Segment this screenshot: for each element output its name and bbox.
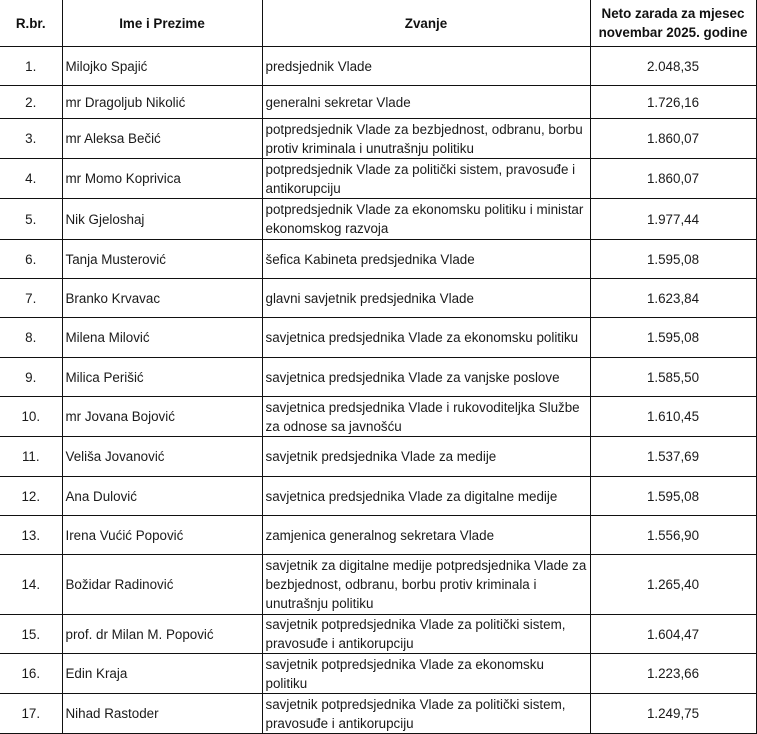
cell-neto: 1.585,50: [590, 358, 756, 397]
cell-zvanje: predsjednik Vlade: [262, 47, 590, 86]
table-row: [0, 159, 756, 199]
cell-name: mr Momo Koprivica: [62, 159, 262, 199]
cell-name: Božidar Radinović: [62, 555, 262, 615]
cell-zvanje: savjetnik potpredsjednika Vlade za ekonomsku politiku: [262, 654, 590, 694]
cell-rbr: 13.: [0, 516, 62, 555]
cell-zvanje: savjetnica predsjednika Vlade i rukovoditeljka Službe za odnose sa javnošću: [262, 397, 590, 437]
table-row: [0, 279, 756, 318]
cell-neto: 1.556,90: [590, 516, 756, 555]
table-row: [0, 615, 756, 654]
cell-rbr: 2.: [0, 86, 62, 119]
cell-rbr: 11.: [0, 437, 62, 477]
table-row: [0, 240, 756, 279]
table-row: [0, 516, 756, 555]
cell-neto: 1.604,47: [590, 615, 756, 654]
cell-zvanje: savjetnica predsjednika Vlade za digitalne medije: [262, 477, 590, 516]
cell-zvanje: savjetnik potpredsjednika Vlade za politički sistem, pravosuđe i antikorupciju: [262, 615, 590, 654]
cell-name: mr Jovana Bojović: [62, 397, 262, 437]
cell-rbr: 15.: [0, 615, 62, 654]
cell-name: Ana Dulović: [62, 477, 262, 516]
cell-name: Nik Gjeloshaj: [62, 199, 262, 240]
cell-name: Irena Vućić Popović: [62, 516, 262, 555]
cell-neto: 1.223,66: [590, 654, 756, 694]
cell-name: Edin Kraja: [62, 654, 262, 694]
cell-zvanje: generalni sekretar Vlade: [262, 86, 590, 119]
cell-neto: 1.977,44: [590, 199, 756, 240]
table-row: [0, 86, 756, 119]
cell-rbr: 17.: [0, 694, 62, 734]
cell-rbr: 8.: [0, 318, 62, 358]
table-row: [0, 397, 756, 437]
cell-name: prof. dr Milan M. Popović: [62, 615, 262, 654]
cell-rbr: 4.: [0, 159, 62, 199]
cell-name: Nihad Rastoder: [62, 694, 262, 734]
cell-rbr: 6.: [0, 240, 62, 279]
cell-zvanje: savjetnica predsjednika Vlade za ekonomsku politiku: [262, 318, 590, 358]
cell-zvanje: savjetnik za digitalne medije potpredsjednika Vlade za bezbjednost, odbranu, borbu protiv kriminala i unutrašnju politiku: [262, 555, 590, 615]
table-row: [0, 199, 756, 240]
header-neto-line1: Neto zarada za mjesec: [601, 6, 745, 21]
cell-neto: 1.595,08: [590, 240, 756, 279]
cell-neto: 1.860,07: [590, 119, 756, 159]
cell-neto: 2.048,35: [590, 47, 756, 86]
table-row: [0, 437, 756, 477]
cell-zvanje: potpredsjednik Vlade za ekonomsku politiku i ministar ekonomskog razvoja: [262, 199, 590, 240]
table-row: [0, 47, 756, 86]
header-rbr: R.br.: [0, 0, 62, 47]
header-name: Ime i Prezime: [62, 0, 262, 47]
cell-rbr: 7.: [0, 279, 62, 318]
table-row: [0, 555, 756, 615]
header-neto-line2: novembar 2025. godine: [598, 25, 748, 40]
table-row: [0, 694, 756, 734]
cell-name: Milena Milović: [62, 318, 262, 358]
cell-zvanje: savjetnica predsjednika Vlade za vanjske poslove: [262, 358, 590, 397]
cell-name: Tanja Musterović: [62, 240, 262, 279]
cell-neto: 1.610,45: [590, 397, 756, 437]
cell-zvanje: glavni savjetnik predsjednika Vlade: [262, 279, 590, 318]
table-row: [0, 654, 756, 694]
header-row: [0, 0, 756, 47]
cell-zvanje: savjetnik potpredsjednika Vlade za politički sistem, pravosuđe i antikorupciju: [262, 694, 590, 734]
cell-neto: 1.249,75: [590, 694, 756, 734]
cell-neto: 1.595,08: [590, 318, 756, 358]
cell-name: Milojko Spajić: [62, 47, 262, 86]
cell-neto: 1.537,69: [590, 437, 756, 477]
cell-name: mr Aleksa Bečić: [62, 119, 262, 159]
cell-neto: 1.595,08: [590, 477, 756, 516]
cell-rbr: 3.: [0, 119, 62, 159]
cell-rbr: 14.: [0, 555, 62, 615]
cell-zvanje: potpredsjednik Vlade za bezbjednost, odbranu, borbu protiv kriminala i unutrašnju politiku: [262, 119, 590, 159]
cell-rbr: 16.: [0, 654, 62, 694]
cell-name: mr Dragoljub Nikolić: [62, 86, 262, 119]
table-row: [0, 477, 756, 516]
table-row: [0, 318, 756, 358]
cell-name: Veliša Jovanović: [62, 437, 262, 477]
cell-neto: 1.623,84: [590, 279, 756, 318]
table-row: [0, 119, 756, 159]
table-row: [0, 358, 756, 397]
cell-rbr: 10.: [0, 397, 62, 437]
cell-neto: 1.265,40: [590, 555, 756, 615]
cell-rbr: 1.: [0, 47, 62, 86]
cell-name: Branko Krvavac: [62, 279, 262, 318]
header-neto: [590, 0, 756, 47]
cell-neto: 1.860,07: [590, 159, 756, 199]
cell-zvanje: potpredsjednik Vlade za politički sistem, pravosuđe i antikorupciju: [262, 159, 590, 199]
cell-rbr: 5.: [0, 199, 62, 240]
cell-name: Milica Perišić: [62, 358, 262, 397]
cell-rbr: 9.: [0, 358, 62, 397]
cell-zvanje: šefica Kabineta predsjednika Vlade: [262, 240, 590, 279]
cell-zvanje: savjetnik predsjednika Vlade za medije: [262, 437, 590, 477]
cell-zvanje: zamjenica generalnog sekretara Vlade: [262, 516, 590, 555]
cell-neto: 1.726,16: [590, 86, 756, 119]
cell-rbr: 12.: [0, 477, 62, 516]
header-zvanje: Zvanje: [262, 0, 590, 47]
